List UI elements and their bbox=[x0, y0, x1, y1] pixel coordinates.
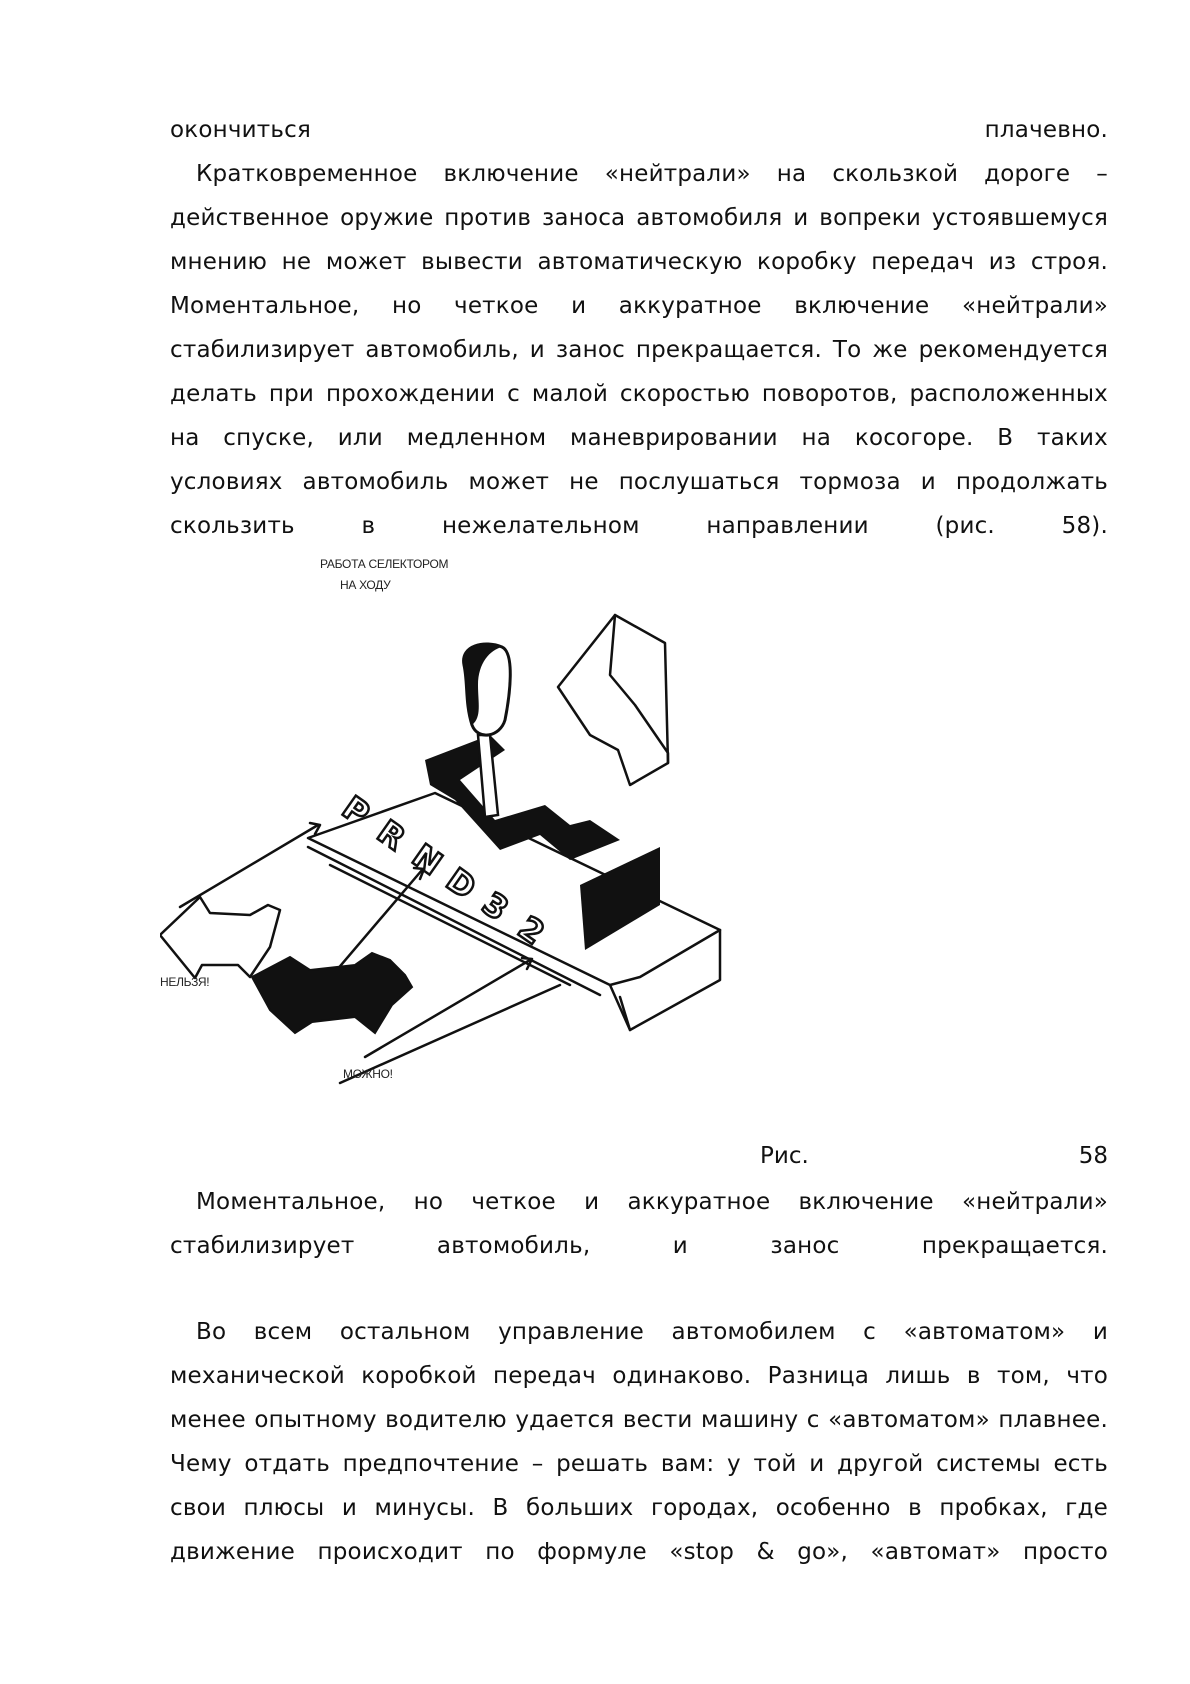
gear-selector-figure bbox=[160, 557, 740, 1165]
text-line: на спуске, или медленном маневрировании на косогоре. В таких bbox=[170, 425, 1108, 451]
forbidden-arrow-icon bbox=[160, 897, 280, 978]
text-line: скользить в нежелательном направлении (рис. 58). bbox=[170, 513, 1108, 539]
text-line: Чему отдать предпочтение – решать вам: у той и другой системы есть bbox=[170, 1451, 1108, 1477]
console-side-face bbox=[580, 847, 660, 950]
text-line: мнению не может вывести автоматическую коробку передач из строя. bbox=[170, 249, 1108, 275]
gear-letter-n: N bbox=[405, 836, 450, 883]
text-line: Моментальное, но четкое и аккуратное включение «нейтрали» bbox=[196, 1189, 1108, 1215]
outline-arrow bbox=[558, 615, 668, 785]
paragraph-3 bbox=[170, 1310, 1108, 1574]
gear-letter-r: R bbox=[370, 812, 413, 858]
gear-letter-3: 3 bbox=[475, 884, 516, 929]
caption-word: Рис. bbox=[760, 1143, 809, 1169]
figure-caption bbox=[760, 1134, 1108, 1178]
text-line: стабилизирует автомобиль, и занос прекращается. То же рекомендуется bbox=[170, 337, 1108, 363]
figure-label-allowed: МОЖНО! bbox=[343, 1067, 393, 1081]
paragraph-1 bbox=[170, 108, 1108, 548]
gear-letter-2: 2 bbox=[511, 908, 552, 953]
gear-letter-d: D bbox=[439, 860, 483, 907]
text-line: окончиться плачевно. bbox=[170, 117, 1108, 143]
gear-selector-illustration bbox=[160, 585, 740, 1165]
text-line: стабилизирует автомобиль, и занос прекращается. bbox=[170, 1233, 1108, 1259]
paragraph-2 bbox=[170, 1180, 1108, 1268]
text-line: Во всем остальном управление автомобилем с «автоматом» и bbox=[196, 1319, 1108, 1345]
text-line: свои плюсы и минусы. В больших городах, особенно в пробках, где bbox=[170, 1495, 1108, 1521]
text-line: условиях автомобиль может не послушаться тормоза и продолжать bbox=[170, 469, 1108, 495]
gear-gate-slot bbox=[425, 735, 620, 860]
text-line: делать при прохождении с малой скоростью поворотов, расположенных bbox=[170, 381, 1108, 407]
figure-label-top-line-2: НА ХОДУ bbox=[340, 578, 391, 592]
text-line: Кратковременное включение «нейтрали» на скользкой дороге – bbox=[196, 161, 1108, 187]
text-line: менее опытному водителю удается вести машину с «автоматом» плавнее. bbox=[170, 1407, 1108, 1433]
text-line: Моментальное, но четкое и аккуратное включение «нейтрали» bbox=[170, 293, 1108, 319]
figure-label-forbidden: НЕЛЬЗЯ! bbox=[160, 975, 210, 989]
text-line: движение происходит по формуле «stop & go», «автомат» просто bbox=[170, 1539, 1108, 1565]
caption-number: 58 bbox=[1078, 1143, 1108, 1169]
figure-label-top-line-1: РАБОТА СЕЛЕКТОРОМ bbox=[320, 557, 449, 571]
text-line: механической коробкой передач одинаково. Разница лишь в том, что bbox=[170, 1363, 1108, 1389]
allowed-arrow-icon bbox=[252, 953, 412, 1033]
text-line: действенное оружие против заноса автомобиля и вопреки устоявшемуся bbox=[170, 205, 1108, 231]
gear-letter-p: P bbox=[335, 788, 377, 834]
